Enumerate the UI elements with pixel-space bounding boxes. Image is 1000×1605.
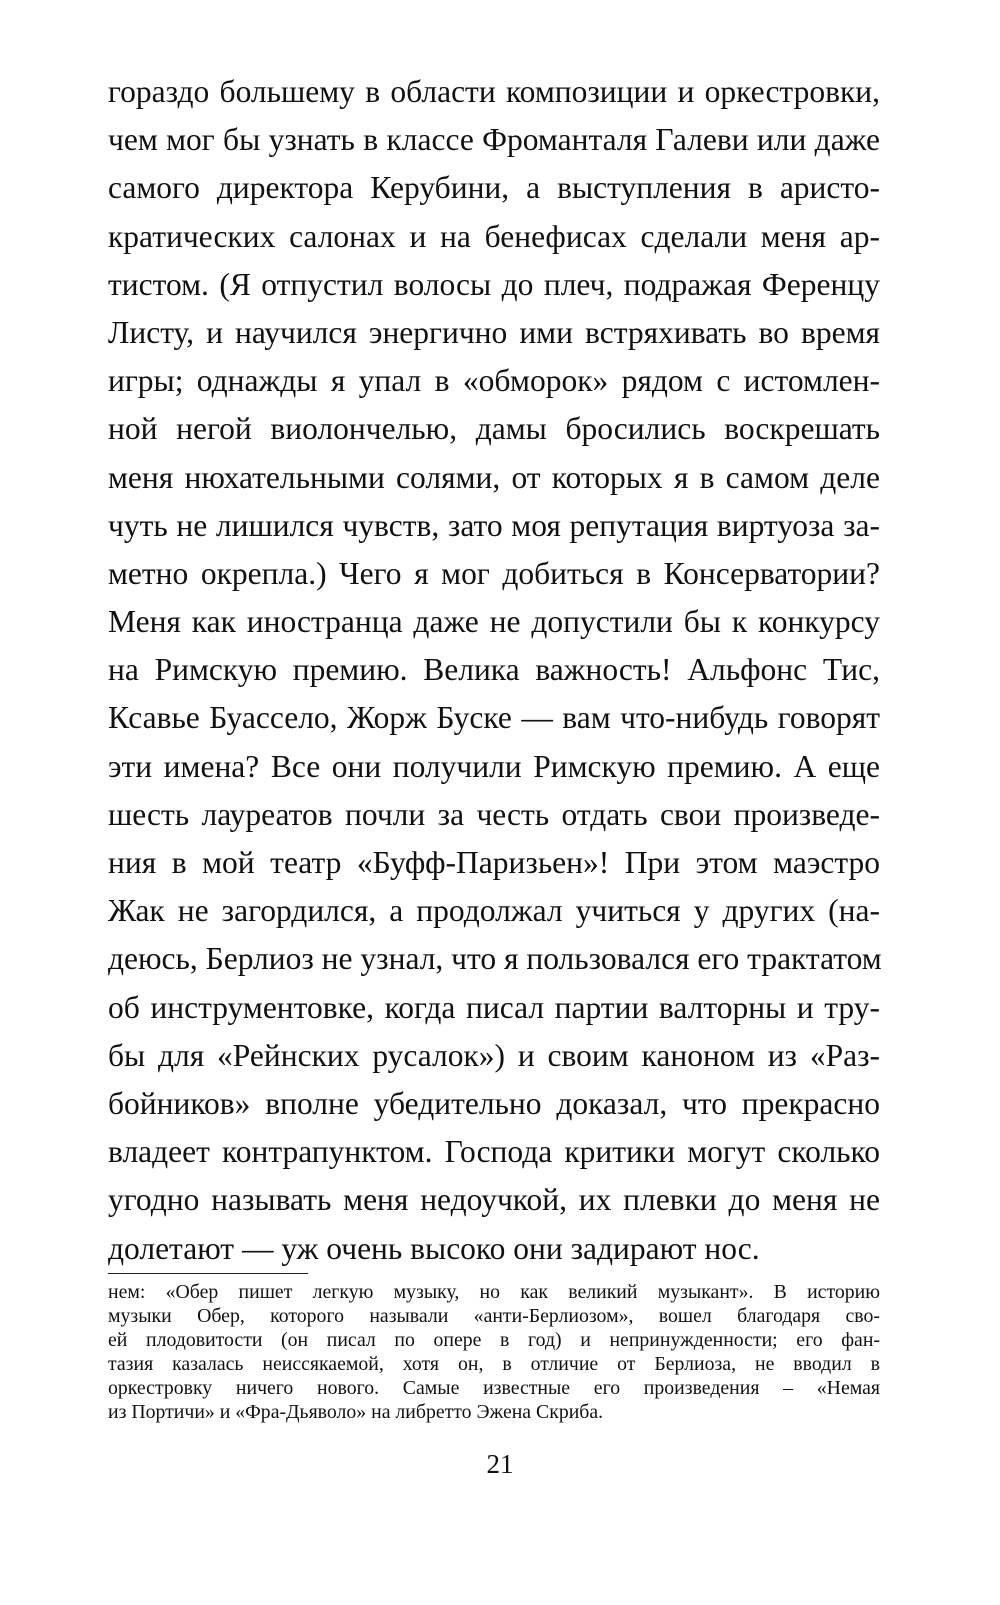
text-line: метно окрепла.) Чего я мог добиться в Консерватории? [108, 555, 880, 591]
text-line: Листу, и научился энергично ими встряхивать во время [108, 314, 880, 350]
text-line: бы для «Рейнских русалок») и своим каноном из «Раз- [108, 1037, 880, 1073]
text-line: угодно называть меня недоучкой, их плевки до меня не [108, 1182, 880, 1218]
text-line: на Римскую премию. Велика важность! Альфонс Тис, [108, 652, 880, 688]
text-line: эти имена? Все они получили Римскую премию. А еще [108, 748, 880, 784]
text-line: ной негой виолончелью, дамы бросились воскрешать [108, 411, 880, 447]
text-line: бойников» вполне убедительно доказал, что прекрасно [108, 1085, 880, 1121]
main-text [108, 68, 880, 1273]
text-line: шесть лауреатов почли за честь отдать свои произведе- [108, 796, 880, 832]
footnote-separator [108, 1273, 308, 1274]
text-line: игры; однажды я упал в «обморок» рядом с истомлен- [108, 363, 880, 399]
footnote-line: из Портичи» и «Фра-Дьяволо» на либретто Эжена Скриба. [108, 1401, 604, 1423]
page-number: 21 [486, 1449, 514, 1479]
text-line: ния в мой театр «Буфф-Паризьен»! При этом маэстро [108, 845, 880, 880]
footnote-line: музыки Обер, которого называли «анти-Берлиозом», вошел благодаря сво- [108, 1305, 880, 1327]
text-line: гораздо большему в области композиции и оркестровки, [108, 74, 880, 109]
text-line: самого директора Керубини, а выступления в аристо- [108, 170, 880, 206]
text-line: меня нюхательными солями, от которых я в самом деле [108, 459, 880, 495]
footnote-line: нем: «Обер пишет легкую музыку, но как великий музыкант». В историю [108, 1281, 880, 1303]
text-line: чуть не лишился чувств, зато моя репутация виртуоза за- [108, 507, 880, 543]
text-line: деюсь, Берлиоз не узнал, что я пользовался его трактатом [108, 941, 882, 977]
footnote-line: тазия казалась неиссякаемой, хотя он, в отличие от Берлиоза, не вводил в [108, 1353, 880, 1375]
footnote-line: ей плодовитости (он писал по опере в год) и непринужденности; его фан- [108, 1329, 880, 1351]
text-line: Жак не загордился, а продолжал учиться у других (на- [108, 893, 880, 929]
text-line: Меня как иностранца даже не допустили бы к конкурсу [108, 604, 880, 640]
text-line: владеет контрапунктом. Господа критики могут сколько [108, 1134, 880, 1170]
text-line: кратических салонах и на бенефисах сделали меня ар- [108, 218, 880, 254]
text-line: Ксавье Буассело, Жорж Буске — вам что-нибудь говорят [108, 700, 880, 736]
text-line: долетают — уж очень высоко они задирают нос. [108, 1230, 760, 1266]
footnote-line: оркестровку ничего нового. Самые известные его произведения – «Немая [108, 1377, 880, 1399]
text-line: чем мог бы узнать в классе Фроманталя Галеви или даже [108, 122, 880, 158]
footnote [108, 1280, 880, 1424]
text-line: об инструментовке, когда писал партии валторны и тру- [108, 989, 880, 1025]
text-line: тистом. (Я отпустил волосы до плеч, подражая Ференцу [108, 266, 880, 302]
